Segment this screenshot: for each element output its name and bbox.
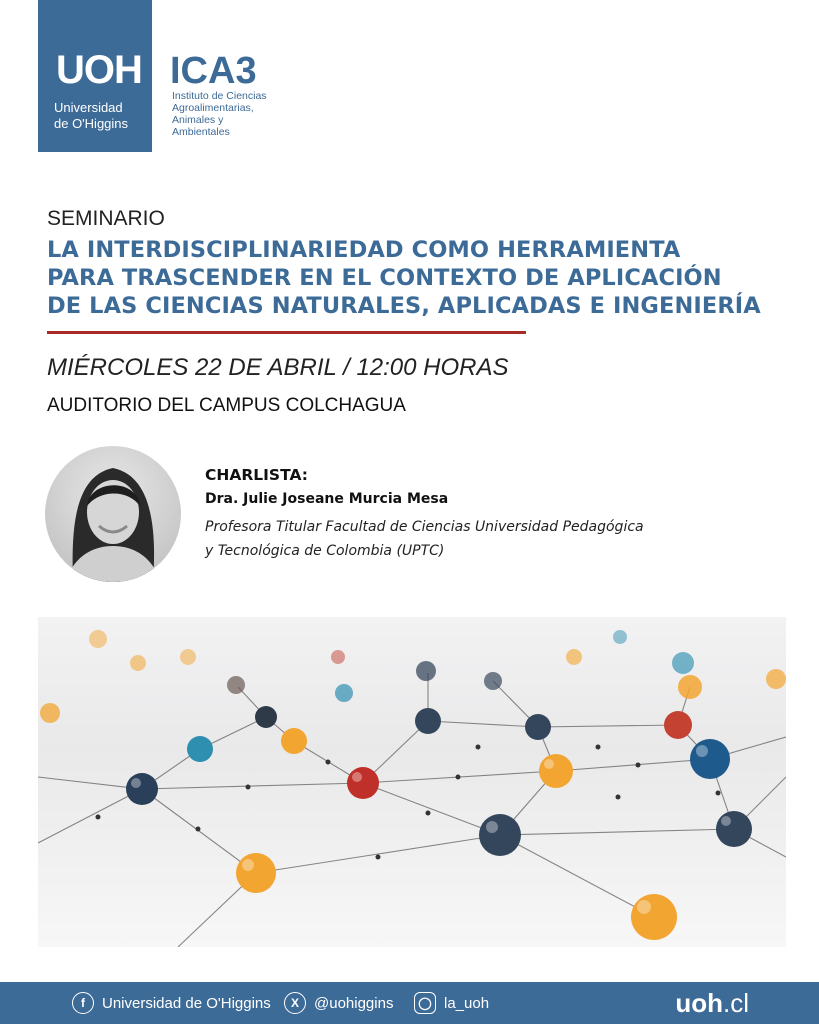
website-link[interactable]: [675, 988, 749, 1019]
facebook-link[interactable]: [72, 992, 271, 1014]
uoh-logo-line: de O'Higgins: [54, 116, 129, 131]
event-date-time: MIÉRCOLES 22 DE ABRIL / 12:00 HORAS: [47, 354, 509, 381]
uoh-logo-text: [54, 100, 128, 132]
instagram-icon: ◯: [414, 992, 436, 1014]
x-icon: X: [284, 992, 306, 1014]
facebook-label: Universidad de O'Higgins: [102, 994, 271, 1012]
event-venue: AUDITORIO DEL CAMPUS COLCHAGUA: [47, 395, 406, 416]
uoh-logo: [38, 0, 152, 152]
ica3-name-line: Ambientales: [172, 126, 230, 138]
speaker-name: Dra. Julie Joseane Murcia Mesa: [205, 491, 449, 507]
ica3-name-line: Instituto de Ciencias: [172, 90, 267, 102]
website-domain: uoh: [675, 988, 723, 1018]
x-link[interactable]: [284, 992, 393, 1014]
event-title-line: PARA TRASCENDER EN EL CONTEXTO DE APLICACIÓN: [47, 265, 722, 291]
instagram-label: la_uoh: [444, 994, 490, 1012]
website-tld: .cl: [723, 988, 749, 1018]
uoh-logo-mark: UOH: [56, 48, 142, 92]
footer-bar: [0, 982, 819, 1024]
uoh-logo-line: Universidad: [54, 100, 123, 115]
title-divider: [47, 331, 526, 334]
speaker-photo: [45, 446, 181, 582]
facebook-icon: f: [72, 992, 94, 1014]
instagram-link[interactable]: [414, 992, 489, 1014]
speaker-role: [205, 515, 685, 563]
event-title-line: DE LAS CIENCIAS NATURALES, APLICADAS E INGENIERÍA: [47, 293, 761, 319]
speaker-role-line: y Tecnológica de Colombia (UPTC): [205, 543, 445, 559]
ica3-name-line: Agroalimentarias,: [172, 102, 254, 114]
event-kind: SEMINARIO: [47, 207, 165, 230]
ica3-name: [172, 90, 302, 138]
speaker-label: CHARLISTA:: [205, 466, 308, 484]
ica3-name-line: Animales y: [172, 114, 224, 126]
x-label: @uohiggins: [314, 994, 394, 1012]
network-image: [38, 617, 786, 947]
speaker-portrait: [45, 446, 181, 582]
speaker-role-line: Profesora Titular Facultad de Ciencias Universidad Pedagógica: [205, 519, 644, 535]
network-illustration: [38, 617, 786, 947]
event-title: [47, 236, 807, 320]
event-title-line: LA INTERDISCIPLINARIEDAD COMO HERRAMIENTA: [47, 237, 681, 263]
ica3-acronym: ICA3: [170, 50, 257, 92]
